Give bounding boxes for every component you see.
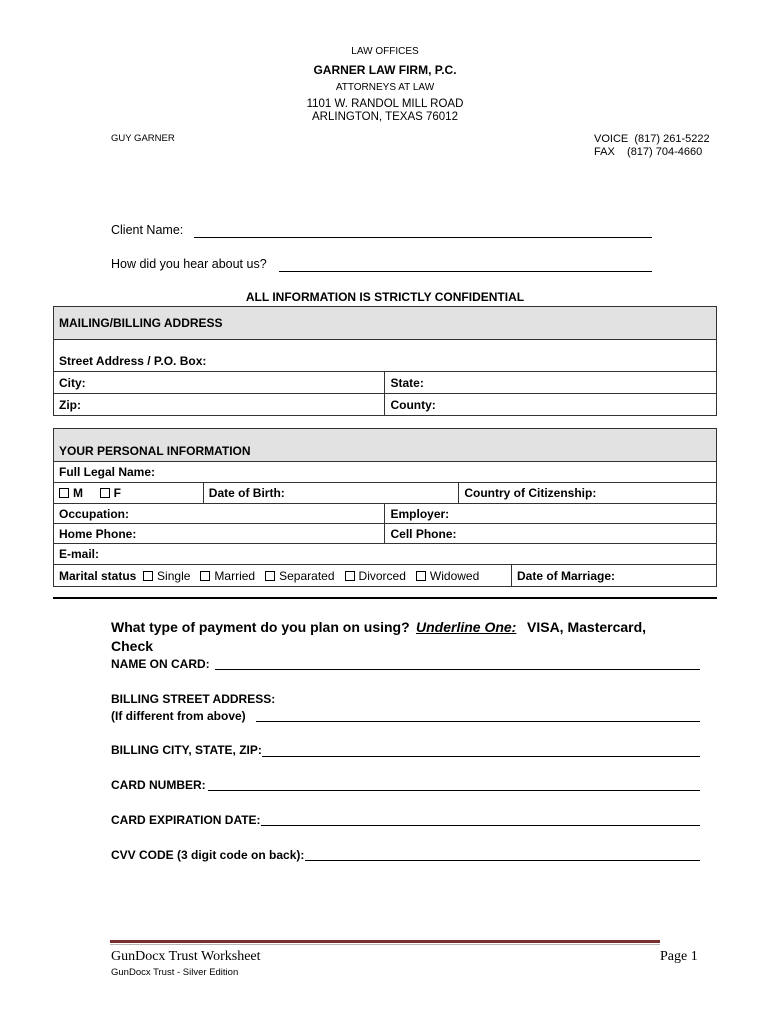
widowed-label: Widowed xyxy=(429,568,480,583)
client-name-label: Client Name: xyxy=(111,223,184,237)
marital-status-group xyxy=(54,569,511,583)
payment-options-line1: VISA, Mastercard, xyxy=(527,619,647,635)
marital-status-label: Marital status xyxy=(59,568,137,583)
zip-field[interactable]: Zip: xyxy=(54,394,385,416)
billing-street-label: BILLING STREET ADDRESS: xyxy=(111,692,276,706)
billing-street-field[interactable] xyxy=(256,721,700,722)
occupation-field[interactable]: Occupation: xyxy=(54,504,385,524)
mailing-section-title: MAILING/BILLING ADDRESS xyxy=(54,307,717,340)
address-line2: ARLINGTON, TEXAS 76012 xyxy=(312,111,458,123)
citizenship-field[interactable]: Country of Citizenship: xyxy=(459,483,717,504)
hear-about-field[interactable] xyxy=(279,271,652,272)
voice-number: (817) 261-5222 xyxy=(634,133,710,145)
footer-edition: GunDocx Trust - Silver Edition xyxy=(111,967,239,978)
if-different-label: (If different from above) xyxy=(111,709,246,723)
expiration-label: CARD EXPIRATION DATE: xyxy=(111,813,261,827)
dob-field[interactable]: Date of Birth: xyxy=(203,483,459,504)
name-on-card-field[interactable] xyxy=(215,669,700,670)
hear-about-label: How did you hear about us? xyxy=(111,257,267,271)
county-field[interactable]: County: xyxy=(385,394,717,416)
personal-section-title: YOUR PERSONAL INFORMATION xyxy=(54,429,717,462)
footer-rule xyxy=(110,940,660,943)
fax-line xyxy=(594,146,702,159)
payment-options-line2: Check xyxy=(111,638,154,654)
employer-field[interactable]: Employer: xyxy=(385,504,717,524)
female-checkbox[interactable] xyxy=(100,488,110,498)
email-field[interactable]: E-mail: xyxy=(54,544,717,565)
client-name-field[interactable] xyxy=(194,237,652,238)
male-label: M xyxy=(73,486,83,500)
city-field[interactable]: City: xyxy=(54,372,385,394)
billing-city-label: BILLING CITY, STATE, ZIP: xyxy=(111,743,262,757)
expiration-field[interactable] xyxy=(261,825,700,826)
voice-label: VOICE xyxy=(594,133,629,145)
billing-city-field[interactable] xyxy=(262,756,700,757)
single-checkbox[interactable] xyxy=(143,571,153,581)
page-number: Page 1 xyxy=(660,949,698,964)
separated-label: Separated xyxy=(279,568,335,583)
confidential-notice: ALL INFORMATION IS STRICTLY CONFIDENTIAL xyxy=(245,290,525,304)
payment-question: What type of payment do you plan on using? xyxy=(111,619,410,635)
date-of-marriage-label: Date of Marriage: xyxy=(517,568,616,583)
mailing-address-table xyxy=(53,306,717,416)
married-label: Married xyxy=(214,568,256,583)
married-checkbox[interactable] xyxy=(200,571,210,581)
fax-number: (817) 704-4660 xyxy=(627,146,703,158)
date-of-marriage-field[interactable] xyxy=(511,565,615,586)
attorneys-label: ATTORNEYS AT LAW xyxy=(335,82,435,93)
address-line1: 1101 W. RANDOL MILL ROAD xyxy=(306,98,464,110)
separated-checkbox[interactable] xyxy=(265,571,275,581)
fax-label: FAX xyxy=(594,146,615,158)
cvv-label: CVV CODE (3 digit code on back): xyxy=(111,848,305,862)
cvv-field[interactable] xyxy=(305,860,700,861)
widowed-checkbox[interactable] xyxy=(416,571,426,581)
state-field[interactable]: State: xyxy=(385,372,717,394)
male-checkbox[interactable] xyxy=(59,488,69,498)
personal-info-table xyxy=(53,428,717,587)
gender-cell xyxy=(54,483,204,504)
footer-title: GunDocx Trust Worksheet xyxy=(111,949,261,964)
section-divider xyxy=(53,597,717,599)
full-legal-name-field[interactable]: Full Legal Name: xyxy=(54,462,717,483)
attorney-name: GUY GARNER xyxy=(111,133,175,144)
firm-name: GARNER LAW FIRM, P.C. xyxy=(313,63,457,77)
voice-line xyxy=(594,133,710,146)
footer-rule-thin xyxy=(110,944,660,945)
underline-one-label: Underline One: xyxy=(416,619,517,635)
marital-row xyxy=(54,565,717,587)
cell-phone-field[interactable]: Cell Phone: xyxy=(385,524,717,544)
street-address-field[interactable]: Street Address / P.O. Box: xyxy=(54,340,717,372)
female-label: F xyxy=(113,486,122,500)
divorced-checkbox[interactable] xyxy=(345,571,355,581)
name-on-card-label: NAME ON CARD: xyxy=(111,657,210,671)
law-offices-label: LAW OFFICES xyxy=(351,46,419,57)
home-phone-field[interactable]: Home Phone: xyxy=(54,524,385,544)
card-number-label: CARD NUMBER: xyxy=(111,778,206,792)
divorced-label: Divorced xyxy=(358,568,406,583)
single-label: Single xyxy=(157,568,191,583)
card-number-field[interactable] xyxy=(208,790,700,791)
